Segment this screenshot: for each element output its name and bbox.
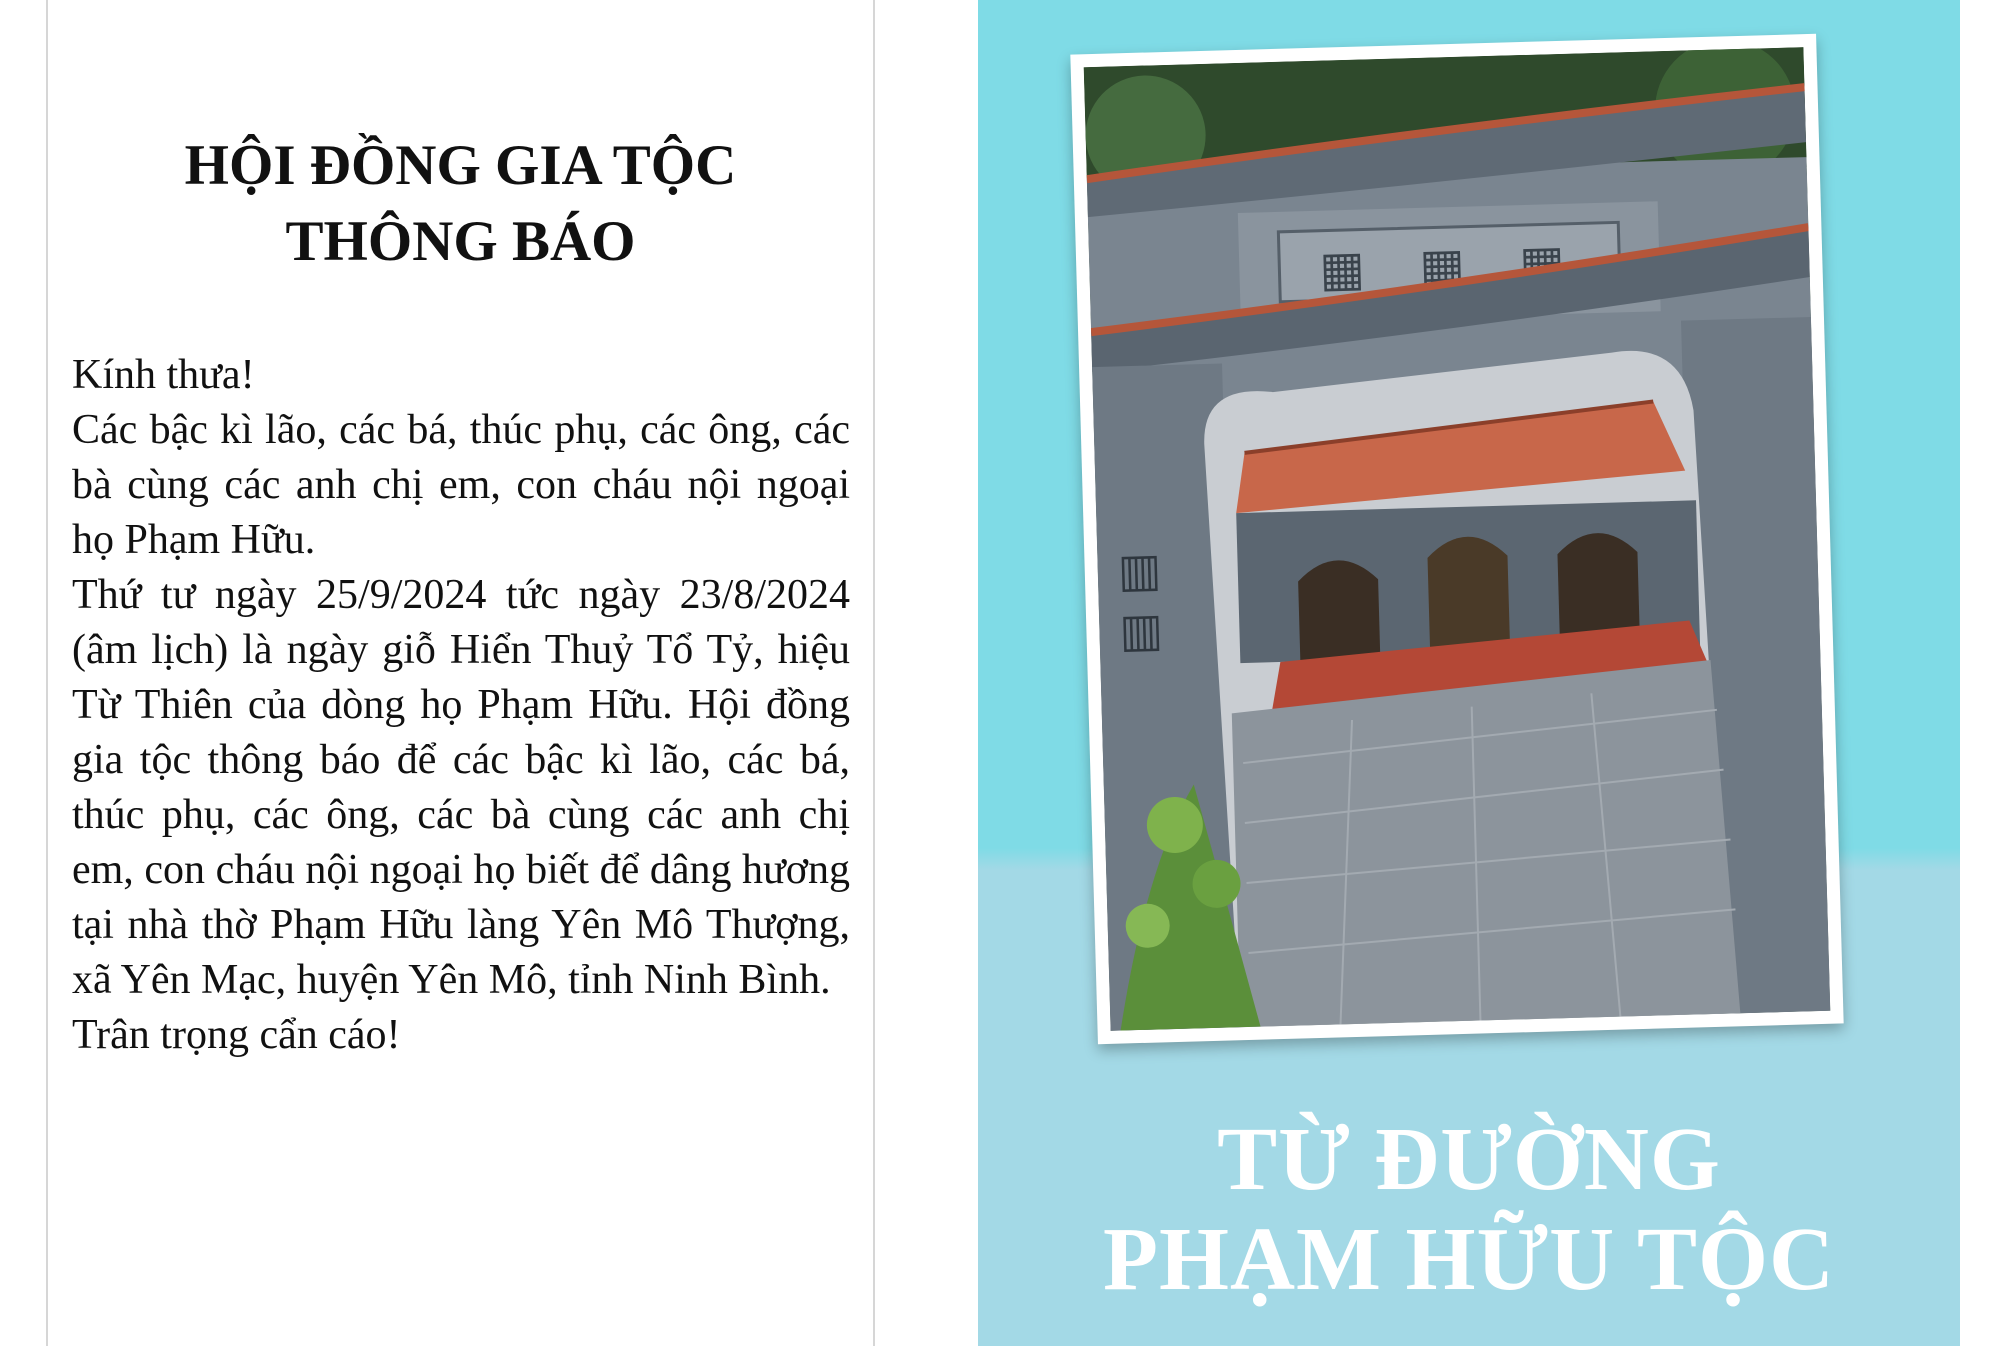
notice-greeting: Kính thưa! xyxy=(72,352,255,398)
notice-body xyxy=(72,348,850,1063)
svg-text:▥: ▥ xyxy=(1116,542,1162,598)
notice-audience: Các bậc kì lão, các bá, thúc phụ, các ông, các bà cùng các anh chị em, con cháu nội ngoại họ Phạm Hữu. xyxy=(72,407,850,563)
temple-gate-photo xyxy=(1070,34,1843,1044)
heading-line-2: THÔNG BÁO xyxy=(285,210,636,273)
cover-card xyxy=(978,0,1960,1346)
notice-page xyxy=(46,0,875,1346)
svg-text:▦: ▦ xyxy=(1518,234,1566,293)
heading-line-1: HỘI ĐỒNG GIA TỘC xyxy=(184,134,737,197)
cover-title xyxy=(978,1110,1960,1310)
notice-heading xyxy=(48,128,873,280)
cover-title-line-1: TỪ ĐƯỜNG xyxy=(1217,1110,1721,1209)
svg-text:▦: ▦ xyxy=(1318,240,1366,298)
svg-text:▦: ▦ xyxy=(1418,237,1466,295)
cover-title-line-2: PHẠM HỮU TỘC xyxy=(1103,1210,1835,1309)
svg-text:▥: ▥ xyxy=(1118,602,1164,658)
notice-closing: Trân trọng cẩn cáo! xyxy=(72,1012,401,1058)
notice-announcement: Thứ tư ngày 25/9/2024 tức ngày 23/8/2024 (âm lịch) là ngày giỗ Hiển Thuỷ Tổ Tỷ, hiệu Từ Thiên của dòng họ Phạm Hữu. Hội đồng gia tộc thông báo để các bậc kì lão, các bá, thúc phụ, các ông, các bà cùng các anh chị em, con cháu nội ngoại họ biết để dâng hương tại nhà thờ Phạm Hữu làng Yên Mô Thượng, xã Yên Mạc, huyện Yên Mô, tỉnh Ninh Bình. xyxy=(72,572,850,1003)
temple-gate-illustration xyxy=(1084,47,1831,1031)
